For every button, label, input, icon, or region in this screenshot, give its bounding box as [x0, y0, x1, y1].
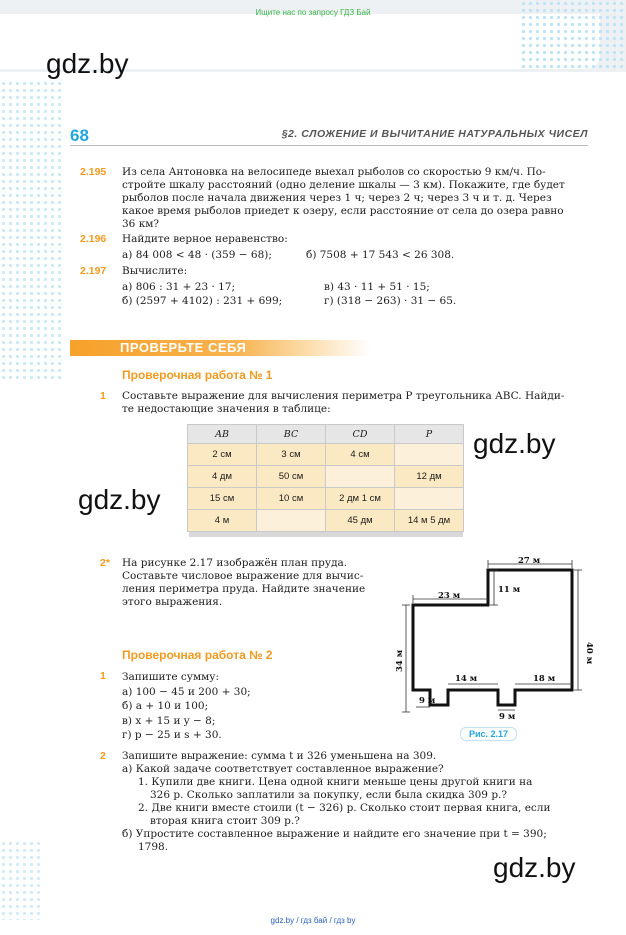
table-cell [257, 510, 326, 532]
label-right: 40 м [584, 642, 594, 665]
problem-2-197-c: в) 43 · 11 + 51 · 15; [324, 281, 430, 293]
problem-2-197-d: г) (318 − 263) · 31 − 65. [324, 295, 457, 307]
label-upper-left: 23 м [438, 591, 461, 601]
text-line: Составьте числовое выражение для вычис- [122, 570, 364, 582]
pond-plan-figure [386, 550, 608, 745]
table-cell: 4 м [188, 510, 257, 532]
problem-2-196-number: 2.196 [80, 233, 107, 245]
table-cell [395, 444, 464, 466]
header-rule [70, 145, 588, 146]
figure-caption: Рис. 2.17 [460, 727, 517, 741]
header-cd: CD [326, 425, 395, 444]
list-item: в) x + 15 и y − 8; [122, 714, 216, 727]
text-line: 2. Две книги вместе стоили (t − 326) р. Сколько стоит первая книга, если [138, 802, 551, 814]
dot-pattern-bottom-left [0, 840, 40, 920]
problem-2-196-b: б) 7508 + 17 543 < 26 308. [306, 249, 455, 261]
pond-outline [413, 570, 572, 705]
label-bottom-right: 18 м [533, 674, 556, 684]
text-line: Запишите сумму: [122, 671, 220, 683]
table-cell: 3 см [257, 444, 326, 466]
text-line: рыболов после начала движения через 1 ч; через 2 ч; через 3 ч и т. д. Через [122, 192, 552, 204]
table-cell: 2 см [188, 444, 257, 466]
running-head: §2. СЛОЖЕНИЕ И ВЫЧИТАНИЕ НАТУРАЛЬНЫХ ЧИСЕЛ [281, 128, 588, 140]
work1-task2-number: 2* [100, 557, 110, 569]
text-line: Из села Антоновка на велосипеде выехал рыболов со скоростью 9 км/ч. По- [122, 166, 546, 178]
work1-task1-text [122, 390, 592, 416]
watermark-4: gdz.by [493, 852, 576, 883]
table-cell: 14 м 5 дм [395, 510, 464, 532]
table-cell: 15 см [188, 488, 257, 510]
work2-task1-text [122, 670, 382, 743]
table-cell: 4 дм [188, 466, 257, 488]
table-row [188, 466, 464, 488]
text-line: ления периметра пруда. Найдите значение [122, 583, 366, 595]
label-left: 34 м [395, 649, 405, 672]
text-line: стройте шкалу расстояний (одно деление шкалы — 3 км). Покажите, где будет [122, 179, 565, 191]
watermark-2: gdz.by [473, 428, 556, 459]
table-cell: 4 см [326, 444, 395, 466]
text-line: вторая книга стоит 309 р.? [150, 815, 300, 827]
table-cell: 10 см [257, 488, 326, 510]
table-row [188, 488, 464, 510]
problem-2-197-a: а) 806 : 31 + 23 · 17; [122, 281, 236, 293]
list-item: а) 100 − 45 и 200 + 30; [122, 685, 251, 698]
label-notch1: 9 м [419, 696, 436, 706]
text-line: какое время рыболов приедет к озеру, если расстояние от села до озера равно [122, 205, 564, 217]
table-header-row [188, 425, 464, 444]
text-line: 1798. [138, 841, 169, 853]
work2-task2-text [122, 750, 592, 854]
header-p: P [395, 425, 464, 444]
page-number: 68 [70, 126, 89, 145]
problem-2-197-number: 2.197 [80, 265, 107, 277]
work2-title: Проверочная работа № 2 [122, 648, 273, 662]
table-cell [326, 466, 395, 488]
problem-2-196-text: Найдите верное неравенство: [122, 233, 288, 245]
table-cell: 12 дм [395, 466, 464, 488]
text-line: На рисунке 2.17 изображён план пруда. [122, 557, 348, 569]
text-line: б) Упростите составленное выражение и найдите его значение при t = 390; [122, 828, 547, 840]
section-banner-label: ПРОВЕРЬТЕ СЕБЯ [120, 340, 247, 355]
table-cell: 2 дм 1 см [326, 488, 395, 510]
table-cell: 45 дм [326, 510, 395, 532]
top-note: Ищите нас по запросу ГДЗ Бай [255, 8, 371, 17]
list-item: г) p − 25 и s + 30. [122, 729, 222, 741]
text-line: 36 км? [122, 218, 160, 230]
problem-2-195-number: 2.195 [80, 166, 107, 178]
work1-task1-number: 1 [100, 390, 106, 402]
text-line: 326 р. Сколько заплатили за покупку, если была скидка 309 р.? [150, 789, 508, 801]
work2-task2-number: 2 [100, 750, 106, 762]
label-step: 11 м [498, 585, 521, 595]
dot-pattern-left [0, 80, 62, 380]
text-line: те недостающие значения в таблице: [122, 403, 331, 415]
text-line: Составьте выражение для вычисления периметра P треугольника ABC. Найди- [122, 390, 565, 402]
label-bottom-mid: 14 м [455, 674, 478, 684]
work1-title: Проверочная работа № 1 [122, 368, 273, 382]
watermark-1: gdz.by [46, 48, 129, 79]
problem-2-195-text [122, 166, 592, 231]
section-banner [70, 340, 370, 356]
table-cell: 50 см [257, 466, 326, 488]
problem-2-197-text: Вычислите: [122, 265, 188, 277]
label-notch2: 9 м [499, 712, 516, 722]
footer-links: gdz.by / гдз бай / гдз by [270, 916, 356, 925]
text-line: Запишите выражение: сумма t и 326 уменьшена на 309. [122, 750, 437, 762]
label-top: 27 м [518, 556, 541, 566]
table-row [188, 444, 464, 466]
problem-2-197-b: б) (2597 + 4102) : 231 + 699; [122, 295, 283, 307]
header-bc: BC [257, 425, 326, 444]
work2-task1-number: 1 [100, 670, 106, 682]
watermark-3: gdz.by [78, 484, 161, 515]
header-ab: AB [188, 425, 257, 444]
table-cell [395, 488, 464, 510]
text-line: этого выражения. [122, 596, 223, 608]
list-item: б) a + 10 и 100; [122, 700, 209, 712]
text-line: 1. Купили две книги. Цена одной книги меньше цены другой книги на [138, 776, 533, 788]
problem-2-196-a: а) 84 008 < 48 · (359 − 68); [122, 249, 272, 261]
work1-task2-text [122, 557, 392, 609]
table-row [188, 510, 464, 532]
perimeter-table [187, 424, 464, 532]
text-line: а) Какой задаче соответствует составленное выражение? [122, 763, 444, 775]
